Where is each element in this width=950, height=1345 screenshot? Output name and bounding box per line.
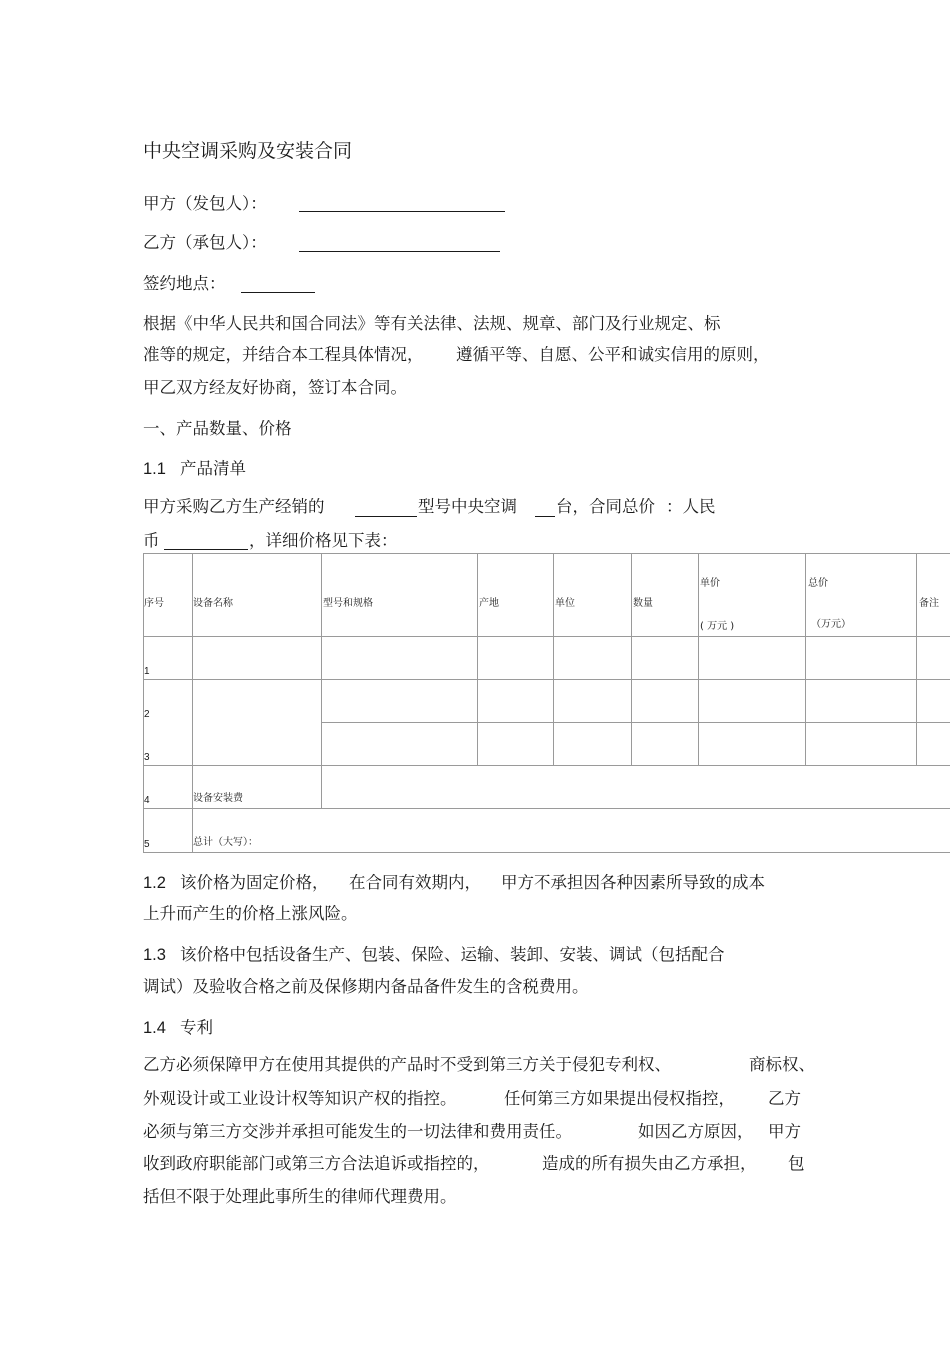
clause-1-2-text-b: 在合同有效期内， — [349, 873, 481, 892]
clause-1-4-line-4a: 收到政府职能部门或第三方合法追诉或指控的， — [143, 1154, 490, 1173]
clause-1-4-line-3a: 必须与第三方交涉并承担可能发生的一切法律和费用责任。 — [143, 1122, 572, 1141]
clause-1-4-line-2c: 乙方 — [768, 1089, 801, 1108]
clause-1-4-line-3b: 如因乙方原因， — [638, 1122, 754, 1141]
clause-1-3-line-2: 调试）及验收合格之前及保修期内备品备件发生的含税费用。 — [143, 977, 589, 996]
party-a-blank[interactable] — [299, 211, 505, 212]
clause-1-4-heading: 专利 — [180, 1018, 213, 1037]
intro-line-3: 甲乙双方经友好协商，签订本合同。 — [143, 378, 407, 397]
clause-1-4-line-3c: 甲方 — [768, 1122, 801, 1141]
clause-1-4-line-2a: 外观设计或工业设计权等知识产权的指控。 — [143, 1089, 457, 1108]
col-header-qty: 数量 — [633, 598, 653, 609]
purchase-text-5: ，详细价格见下表： — [249, 531, 398, 550]
col-header-model: 型号和规格 — [323, 598, 373, 609]
clause-1-4-line-4b: 造成的所有损失由乙方承担， — [542, 1154, 757, 1173]
purchase-text-4: ：人民 — [666, 497, 716, 516]
clause-1-4-line-1a: 乙方必须保障甲方在使用其提供的产品时不受到第三方关于侵犯专利权、 — [143, 1055, 671, 1074]
clause-1-1-text: 产品清单 — [180, 459, 246, 478]
row-number: 4 — [144, 795, 150, 806]
quantity-blank[interactable] — [535, 516, 555, 517]
row-number: 3 — [144, 752, 150, 763]
clause-1-1-number: 1.1 — [143, 460, 166, 478]
clause-1-2-line-2: 上升而产生的价格上涨风险。 — [143, 904, 358, 923]
clause-1-2-text-a: 该价格为固定价格， — [180, 873, 329, 892]
col-header-origin: 产地 — [479, 598, 499, 609]
signing-place-label: 签约地点： — [143, 274, 226, 293]
price-table — [143, 553, 950, 853]
clause-1-4-line-2b: 任何第三方如果提出侵权指控， — [504, 1089, 735, 1108]
intro-line-1: 根据《中华人民共和国合同法》等有关法律、法规、规章、部门及行业规定、标 — [143, 314, 721, 333]
install-fee-label: 设备安装费 — [193, 793, 243, 804]
clause-1-4-number: 1.4 — [143, 1019, 166, 1037]
total-price-blank[interactable] — [164, 549, 248, 550]
clause-1-3-line-1: 该价格中包括设备生产、包装、保险、运输、装卸、安装、调试（包括配合 — [180, 945, 725, 964]
party-b-blank[interactable] — [299, 251, 500, 252]
clause-1-3-number: 1.3 — [143, 946, 166, 964]
col-header-remark: 备注 — [919, 598, 939, 609]
purchase-text-2: 型号中央空调 — [418, 497, 517, 516]
section-1-heading: 一、产品数量、价格 — [143, 419, 292, 438]
purchase-text-3: 台，合同总价 — [556, 497, 655, 516]
party-a-label: 甲方（发包人）： — [143, 194, 267, 213]
purchase-text-1: 甲方采购乙方生产经销的 — [143, 497, 325, 516]
row-number: 5 — [144, 839, 150, 850]
intro-line-2a: 准等的规定，并结合本工程具体情况， — [143, 345, 424, 364]
clause-1-4-line-1b: 商标权、 — [749, 1055, 815, 1074]
contract-title: 中央空调采购及安装合同 — [143, 140, 353, 162]
row-number: 1 — [144, 666, 150, 677]
signing-place-blank[interactable] — [241, 292, 315, 293]
col-header-seq: 序号 — [144, 598, 164, 609]
col-header-unit-price-unit: ( 万元 ) — [700, 621, 735, 632]
clause-1-4-line-4c: 包 — [788, 1154, 805, 1173]
row-number: 2 — [144, 709, 150, 720]
col-header-total-price: 总价 — [808, 578, 828, 589]
party-b-label: 乙方（承包人）： — [143, 233, 267, 252]
col-header-name: 设备名称 — [193, 598, 233, 609]
col-header-total-price-unit: （万元） — [811, 619, 851, 630]
col-header-unit: 单位 — [555, 598, 575, 609]
intro-line-2b: 遵循平等、自愿、公平和诚实信用的原则， — [456, 345, 770, 364]
total-caps-label: 总计（大写）： — [193, 837, 258, 848]
purchase-currency-prefix: 币 — [143, 531, 160, 550]
clause-1-2-text-c: 甲方不承担因各种因素所导致的成本 — [501, 873, 765, 892]
clause-1-2-number: 1.2 — [143, 874, 166, 892]
model-blank[interactable] — [355, 516, 417, 517]
col-header-unit-price: 单价 — [700, 578, 720, 589]
clause-1-4-line-5: 括但不限于处理此事所生的律师代理费用。 — [143, 1187, 457, 1206]
